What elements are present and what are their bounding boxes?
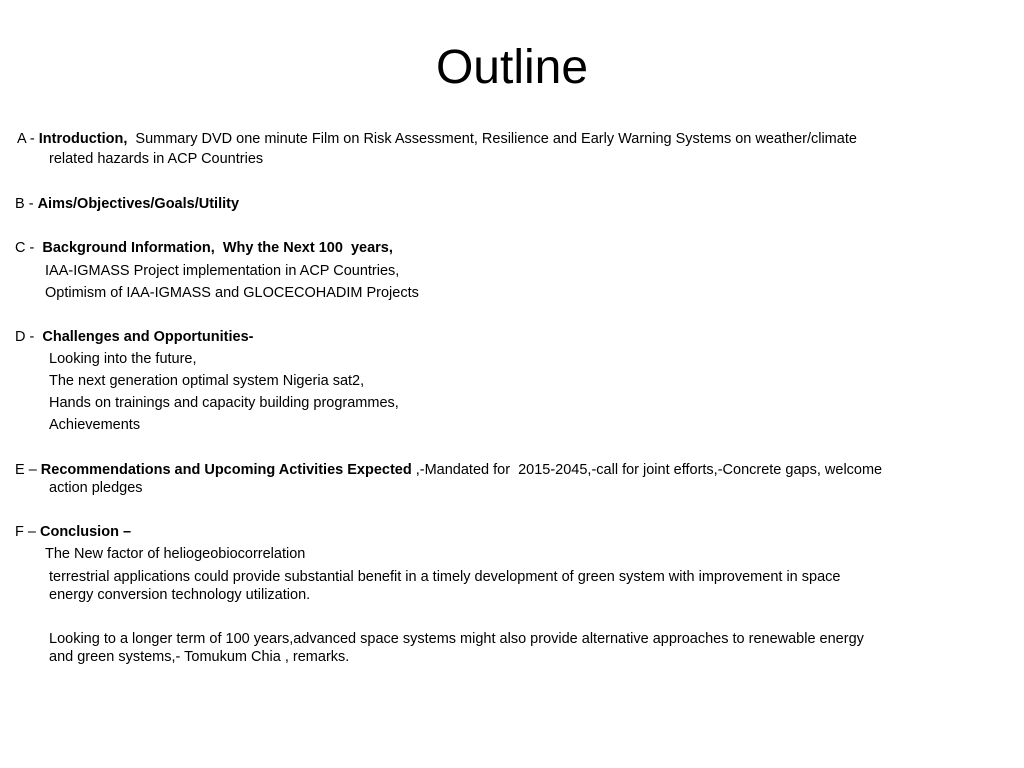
section-d-item: Achievements (49, 417, 141, 433)
section-e-text: ,-Mandated for 2015-2045,-call for joint efforts,-Concrete gaps, welcome (411, 462, 883, 478)
section-b-marker: B - (15, 196, 38, 212)
section-f-marker: F – (15, 524, 40, 540)
section-a-marker: A - (17, 131, 39, 147)
section-e-marker: E – (15, 462, 41, 478)
section-a-line2: related hazards in ACP Countries (49, 151, 264, 167)
section-a-line1 (17, 130, 857, 149)
section-a-text: Summary DVD one minute Film on Risk Assessment, Resilience and Early Warning Systems on weather/climate (127, 131, 857, 147)
section-f-para2-line2: and green systems,- Tomukum Chia , remarks. (49, 649, 350, 665)
section-d-item: Hands on trainings and capacity building programmes, (49, 395, 399, 411)
section-d-item: The next generation optimal system Nigeria sat2, (49, 373, 365, 389)
slide-title: Outline (435, 41, 589, 94)
section-c-marker: C - (15, 240, 43, 256)
section-d-item: Looking into the future, (49, 351, 197, 367)
section-d-marker: D - (15, 329, 43, 345)
section-f-para2-line1: Looking to a longer term of 100 years,advanced space systems might also provide alternative approaches to renewable energy (49, 631, 864, 647)
section-f-line (15, 523, 131, 542)
section-f-para1-line2: energy conversion technology utilization. (49, 587, 311, 603)
section-f-item: The New factor of heliogeobiocorrelation (45, 546, 306, 562)
section-c-item: Optimism of IAA-IGMASS and GLOCECOHADIM Projects (45, 285, 419, 301)
section-e-line1 (15, 461, 882, 480)
section-c-item: IAA-IGMASS Project implementation in ACP Countries, (45, 263, 400, 279)
section-c-heading: Background Information, Why the Next 100 years, (42, 240, 393, 256)
section-e-heading: Recommendations and Upcoming Activities Expected (40, 462, 412, 478)
section-d-heading: Challenges and Opportunities- (42, 329, 254, 345)
section-b-heading: Aims/Objectives/Goals/Utility (37, 196, 240, 212)
section-a-heading: Introduction, (38, 131, 128, 147)
section-c-line (15, 239, 393, 258)
section-e-line2: action pledges (49, 480, 143, 496)
section-d-line (15, 328, 253, 347)
section-f-para1-line1: terrestrial applications could provide substantial benefit in a timely development of green system with improvement in space (49, 569, 841, 585)
section-b-line (15, 195, 239, 214)
section-f-heading: Conclusion – (39, 524, 132, 540)
